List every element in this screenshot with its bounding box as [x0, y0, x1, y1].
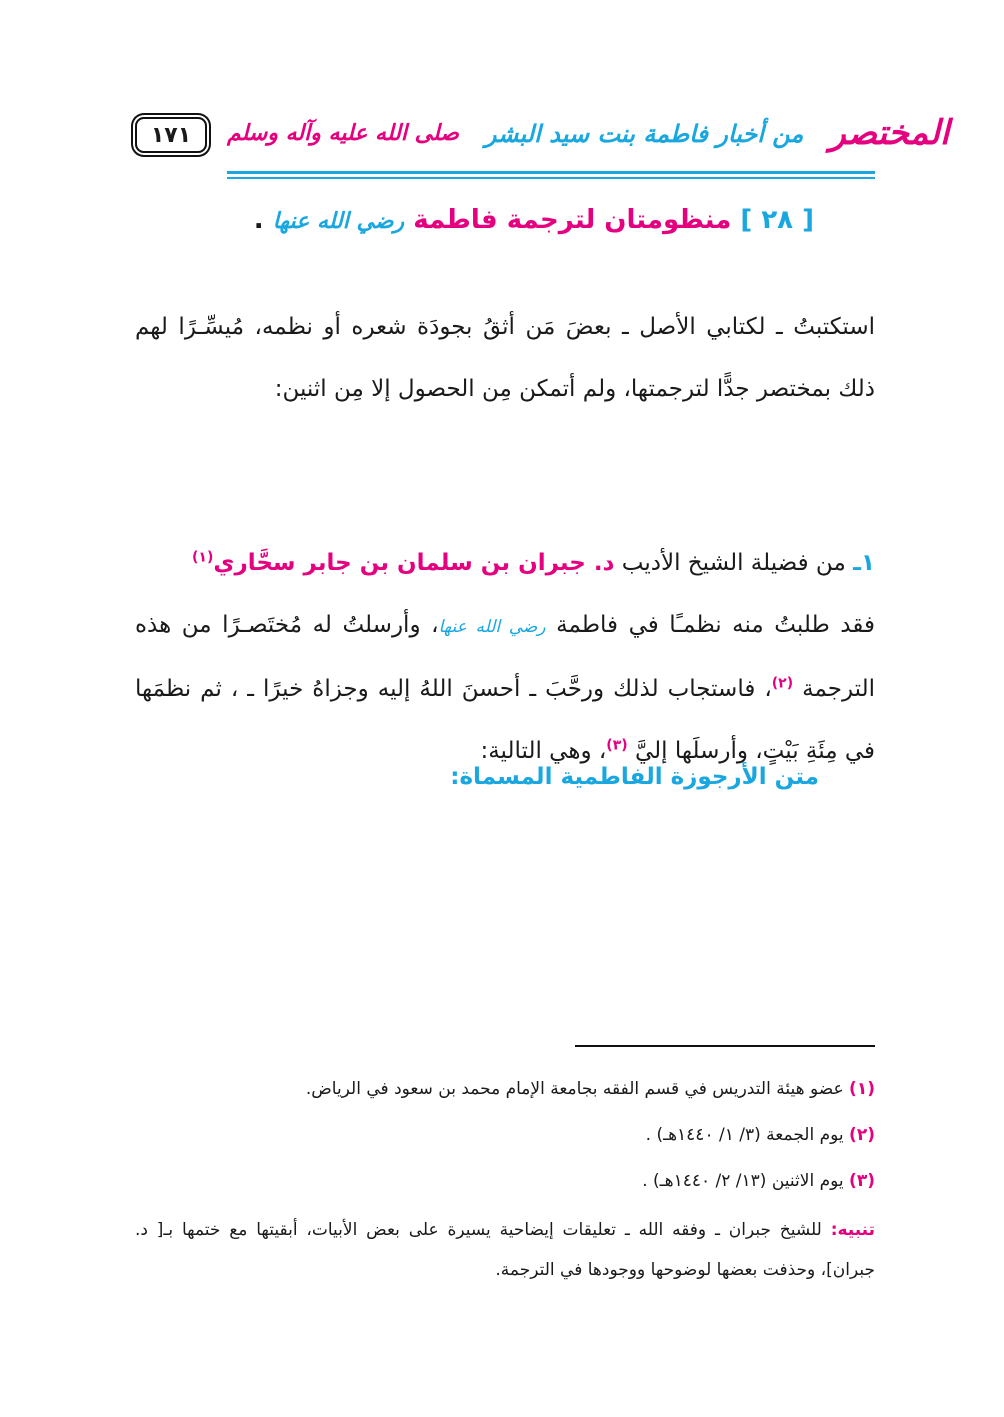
header-rule — [227, 171, 875, 174]
note-label: تنبيه: — [830, 1220, 875, 1240]
section-number: [ ٢٨ ] — [740, 205, 814, 235]
footnote-1 — [135, 1066, 875, 1112]
footnote-3 — [135, 1158, 875, 1204]
inline-honorific: رضي الله عنها — [438, 617, 546, 637]
book-title: المختصر — [829, 113, 950, 153]
section-honorific: رضي الله عنها — [272, 208, 405, 234]
footnote-ref-3[interactable]: (٣) — [606, 737, 628, 754]
footnote-separator — [575, 1045, 875, 1047]
poet-name: د. جبران بن سلمان بن جابر سحَّاري — [213, 550, 615, 576]
footnote-text: يوم الجمعة (٣/ ١/ ١٤٤٠هـ) . — [645, 1125, 844, 1145]
poem-title: متن الأرجوزة الفاطمية المسماة: — [450, 764, 819, 790]
footnotes — [135, 1066, 875, 1290]
page-header — [135, 95, 950, 185]
footnote-ref-1[interactable]: (١) — [192, 549, 214, 566]
section-title — [174, 205, 814, 235]
section-heading: منظومتان لترجمة فاطمة — [413, 205, 732, 235]
section-end: . — [253, 205, 264, 235]
footnote-ref-2[interactable]: (٢) — [771, 675, 794, 692]
book-subtitle: من أخبار فاطمة بنت سيد البشر — [484, 118, 804, 148]
item-1-text-c: ، فاستجاب لذلك ورحَّبَ ـ أحسنَ اللهُ إليه وجزاهُ خيرًا ـ ، ثم نظمَها في مِئَةِ بَيْتٍ، وأرسلَها إليَّ — [135, 676, 875, 764]
intro-paragraph: استكتبتُ ـ لكتابي الأصل ـ بعضَ مَن أثقُ بجودَة شعره أو نظمه، مُيسِّـرًا لهم ذلك بمختصر جدًّا لترجمتها، ولم أتمكن مِن الحصول إلا مِن اثنين: — [135, 314, 875, 402]
item-1-marker: ١ـ — [853, 550, 875, 576]
footnote-2 — [135, 1112, 875, 1158]
header-rule-thin — [227, 177, 875, 179]
item-1-lead: من فضيلة الشيخ الأديب — [621, 550, 846, 576]
item-1-paragraph — [135, 532, 875, 782]
footnote-number: (٢) — [849, 1125, 875, 1145]
note-text: للشيخ جبران ـ وفقه الله ـ تعليقات إيضاحية يسيرة على بعض الأبيات، أبقيتها مع ختمها بـ[ د. جبران]، وحذفت بعضها لوضوحها ووجودها في الترجمة. — [135, 1220, 875, 1280]
item-1-text-b: ، وأرسلتُ له مُختَصـرًا من هذه الترجمة — [135, 612, 875, 702]
editor-note — [135, 1210, 875, 1290]
footnote-number: (٣) — [849, 1171, 875, 1191]
item-1-text-a: فقد طلبتُ منه نظمـًا في فاطمة — [556, 612, 875, 638]
footnote-text: يوم الاثنين (١٣/ ٢/ ١٤٤٠هـ) . — [642, 1171, 844, 1191]
item-1-text-d: ، وهي التالية: — [480, 738, 607, 764]
footnote-text: عضو هيئة التدريس في قسم الفقه بجامعة الإمام محمد بن سعود في الرياض. — [305, 1079, 844, 1099]
header-salutation: صلى الله عليه وآله وسلم — [227, 120, 459, 146]
header-banner — [227, 103, 950, 163]
footnote-number: (١) — [849, 1079, 875, 1099]
page-number: ١٧١ — [135, 117, 207, 153]
